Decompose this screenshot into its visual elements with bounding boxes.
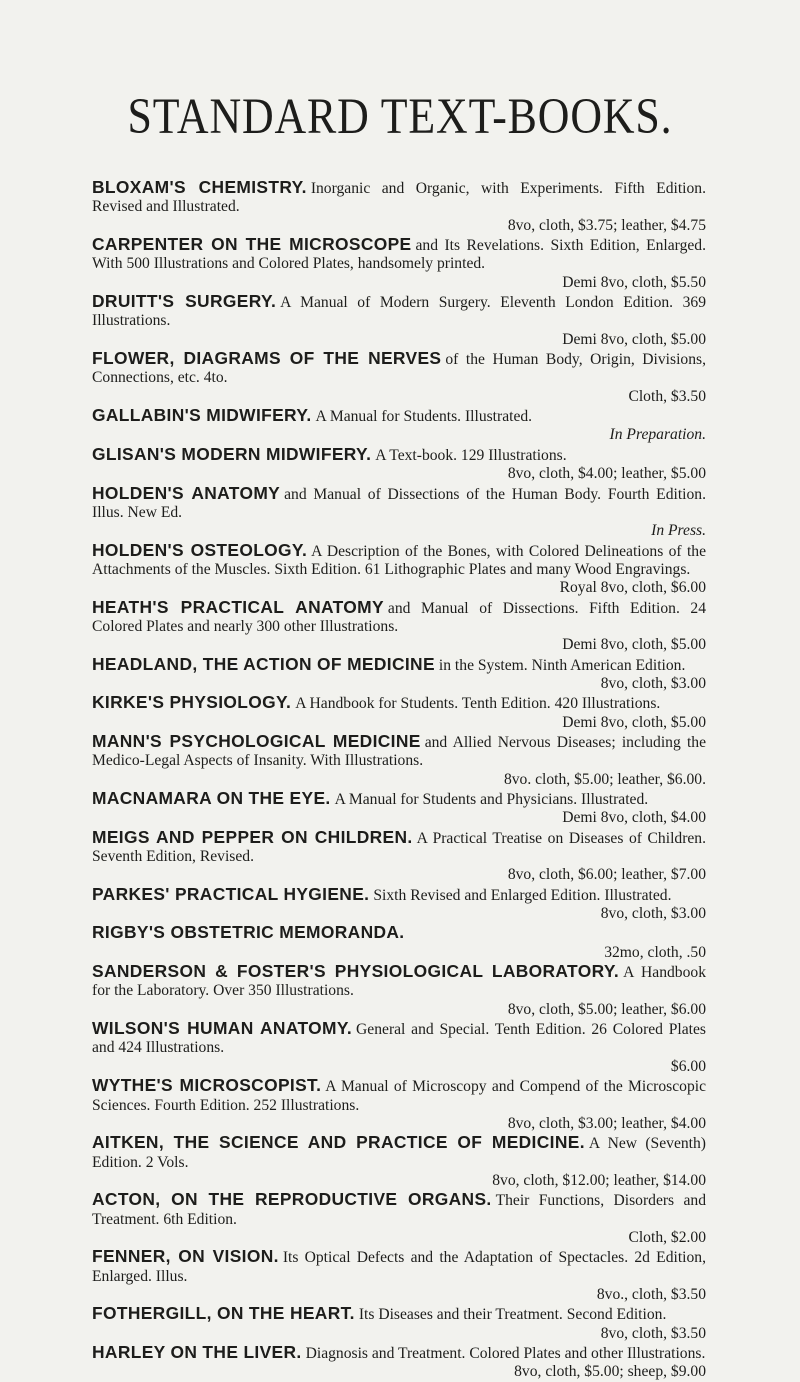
book-title: FLOWER, DIAGRAMS OF THE NERVES — [92, 348, 442, 369]
book-price: 8vo., cloth, $3.50 — [596, 1285, 706, 1303]
book-title: RIGBY'S OBSTETRIC MEMORANDA. — [92, 922, 405, 943]
book-title: DRUITT'S SURGERY. — [92, 291, 277, 312]
book-description: A Practical Treatise on Diseases of Children. Seventh Edition, Revised. — [92, 829, 707, 866]
book-entry — [92, 598, 706, 655]
book-description: A Handbook for the Laboratory. Over 350 Illustrations. — [92, 964, 706, 1000]
book-entry — [92, 1190, 706, 1247]
book-listing — [92, 178, 706, 1382]
book-description: A Manual for Students. Illustrated. — [315, 408, 533, 426]
book-title: MEIGS AND PEPPER ON CHILDREN. — [92, 826, 413, 847]
book-price: 8vo, cloth, $3.75; leather, $4.75 — [507, 216, 706, 234]
book-description: Diagnosis and Treatment. Colored Plates and other Illustrations. — [305, 1344, 706, 1362]
book-title: WYTHE'S MICROSCOPIST. — [92, 1075, 322, 1096]
book-entry — [92, 655, 706, 694]
book-description: and Allied Nervous Diseases; including the Medico-Legal Aspects of Insanity. With Illustrations. — [92, 733, 706, 770]
book-description: A Handbook for Students. Tenth Edition. 420 Illustrations. — [295, 695, 661, 713]
book-title: PARKES' PRACTICAL HYGIENE. — [92, 883, 370, 904]
book-title: FENNER, ON VISION. — [92, 1246, 279, 1267]
book-entry — [92, 1247, 706, 1304]
book-price: 32mo, cloth, .50 — [604, 943, 706, 961]
book-description: A Manual of Modern Surgery. Eleventh London Edition. 369 Illustrations. — [92, 294, 706, 330]
book-price: 8vo. cloth, $5.00; leather, $6.00. — [503, 770, 706, 788]
book-price: 8vo, cloth, $3.00 — [600, 674, 706, 692]
book-description: and Manual of Dissections. Fifth Edition. 24 Colored Plates and nearly 300 other Illustrations. — [92, 599, 707, 635]
book-entry — [92, 235, 706, 292]
book-title: HOLDEN'S ANATOMY — [92, 482, 281, 503]
book-entry — [92, 789, 706, 828]
book-price: In Press. — [651, 522, 706, 540]
book-title: GALLABIN'S MIDWIFERY. — [92, 405, 312, 426]
book-description: A Description of the Bones, with Colored Delineations of the Attachments of the Muscles. Sixth Edition. 61 Lithographic Plates and many Wood Engravings. — [92, 542, 706, 578]
book-price: 8vo, cloth, $6.00; leather, $7.00 — [507, 866, 706, 884]
book-entry — [92, 732, 706, 789]
book-description: in the System. Ninth American Edition. — [438, 656, 686, 674]
book-title: HARLEY ON THE LIVER. — [92, 1341, 302, 1362]
book-title: WILSON'S HUMAN ANATOMY. — [92, 1018, 353, 1039]
book-price: 8vo, cloth, $5.00; sheep, $9.00 — [514, 1363, 706, 1381]
book-entry — [92, 484, 706, 541]
book-entry — [92, 1343, 706, 1382]
book-entry — [92, 923, 706, 962]
book-price: Demi 8vo, cloth, $5.00 — [562, 636, 706, 654]
book-title: HEATH'S PRACTICAL ANATOMY — [92, 596, 384, 617]
book-price: Demi 8vo, cloth, $5.00 — [562, 330, 706, 348]
book-entry — [92, 1076, 706, 1133]
book-entry — [92, 292, 706, 349]
book-entry — [92, 828, 706, 885]
book-title: MANN'S PSYCHOLOGICAL MEDICINE — [92, 730, 421, 751]
book-description: Its Optical Defects and the Adaptation of Spectacles. 2d Edition, Enlarged. Illus. — [92, 1249, 706, 1285]
book-description: A New (Seventh) Edition. 2 Vols. — [92, 1135, 706, 1171]
book-price: 8vo, cloth, $4.00; leather, $5.00 — [507, 465, 706, 483]
book-title: CARPENTER ON THE MICROSCOPE — [92, 234, 412, 255]
book-title: ACTON, ON THE REPRODUCTIVE ORGANS. — [92, 1189, 492, 1210]
book-entry — [92, 885, 706, 924]
book-title: FOTHERGILL, ON THE HEART. — [92, 1303, 355, 1324]
book-description: and Its Revelations. Sixth Edition, Enlarged. With 500 Illustrations and Colored Plates, handsomely printed. — [92, 237, 706, 273]
book-price: 8vo, cloth, $12.00; leather, $14.00 — [492, 1171, 706, 1189]
book-description: Sixth Revised and Enlarged Edition. Illustrated. — [373, 886, 672, 904]
book-title: AITKEN, THE SCIENCE AND PRACTICE OF MEDICINE. — [92, 1132, 585, 1153]
book-description: and Manual of Dissections of the Human Body. Fourth Edition. Illus. New Ed. — [92, 485, 706, 521]
book-description: Their Functions, Disorders and Treatment. 6th Edition. — [92, 1192, 706, 1228]
book-price: 8vo, cloth, $3.00; leather, $4.00 — [507, 1114, 706, 1132]
book-price: In Preparation. — [609, 426, 706, 444]
book-entry — [92, 406, 706, 445]
book-entry — [92, 962, 706, 1019]
book-entry — [92, 1304, 706, 1343]
book-price: Royal 8vo, cloth, $6.00 — [559, 579, 706, 597]
book-entry — [92, 1019, 706, 1076]
book-entry — [92, 541, 706, 598]
book-entry — [92, 349, 706, 406]
book-price: Demi 8vo, cloth, $5.00 — [562, 713, 706, 731]
book-price: 8vo, cloth, $3.50 — [600, 1324, 706, 1342]
book-title: BLOXAM'S CHEMISTRY. — [92, 177, 307, 197]
book-price: $6.00 — [670, 1057, 706, 1075]
book-title: SANDERSON & FOSTER'S PHYSIOLOGICAL LABORATORY. — [92, 961, 620, 982]
book-description: A Manual of Microscopy and Compend of the Microscopic Sciences. Fourth Edition. 252 Illustrations. — [92, 1078, 706, 1114]
book-title: HOLDEN'S OSTEOLOGY. — [92, 539, 308, 560]
book-price: Demi 8vo, cloth, $5.50 — [562, 273, 706, 291]
book-entry — [92, 445, 706, 484]
book-price: Cloth, $2.00 — [628, 1228, 706, 1246]
book-description: General and Special. Tenth Edition. 26 Colored Plates and 424 Illustrations. — [92, 1021, 707, 1057]
book-title: GLISAN'S MODERN MIDWIFERY. — [92, 443, 372, 464]
book-description: A Manual for Students and Physicians. Illustrated. — [334, 791, 649, 808]
book-entry — [92, 693, 706, 732]
book-description: Inorganic and Organic, with Experiments. Fifth Edition. Revised and Illustrated. — [92, 180, 706, 216]
book-description: of the Human Body, Origin, Divisions, Connections, etc. 4to. — [92, 351, 706, 387]
book-price: 8vo, cloth, $3.00 — [600, 905, 706, 923]
book-title: HEADLAND, THE ACTION OF MEDICINE — [92, 653, 435, 674]
book-title: MACNAMARA ON THE EYE. — [92, 788, 331, 808]
page-title: STANDARD TEXT-BOOKS. — [127, 89, 673, 145]
book-title: KIRKE'S PHYSIOLOGY. — [92, 692, 292, 713]
book-price: 8vo, cloth, $5.00; leather, $6.00 — [507, 1000, 706, 1018]
book-entry — [92, 178, 706, 235]
book-description: Its Diseases and their Treatment. Second Edition. — [358, 1306, 667, 1324]
book-price: Cloth, $3.50 — [628, 387, 706, 405]
book-description: A Text-book. 129 Illustrations. — [375, 446, 567, 464]
book-price: Demi 8vo, cloth, $4.00 — [562, 809, 706, 827]
book-entry — [92, 1133, 706, 1190]
